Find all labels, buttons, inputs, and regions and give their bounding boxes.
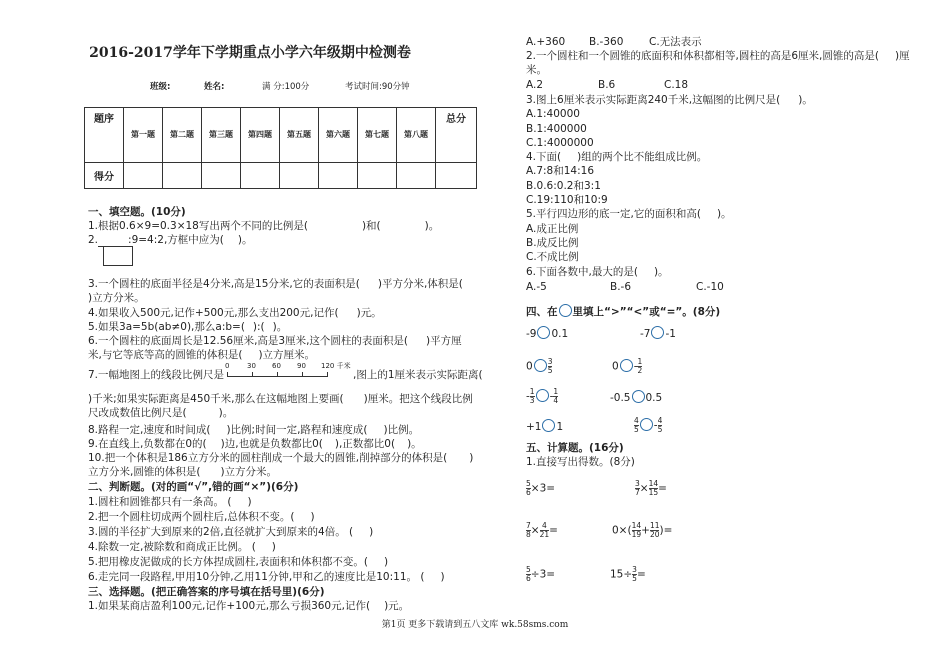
- circle-icon[interactable]: [536, 389, 549, 402]
- q1-4: 4.如果收入500元,记作+500元,那么支出200元,记作( )元。: [88, 307, 382, 319]
- q1-7-c: )千米;如果实际距离是450千米,那么在这幅地图上要画( )厘米。把这个线段比例: [88, 393, 473, 405]
- c3-opt-a: A.1:40000: [526, 108, 580, 120]
- q1-8: 8.路程一定,速度和时间成( )比例;时间一定,路程和速度成( )比例。: [88, 424, 420, 436]
- page-footer: 第1页 更多下载请到五八文库 wk.58sms.com: [381, 620, 569, 630]
- circle-icon[interactable]: [534, 359, 547, 372]
- scale-tick: 120 千米: [321, 362, 351, 370]
- judge-6: 6.走完同一段路程,甲用10分钟,乙用11分钟,甲和乙的速度比是10:11。 ( ): [88, 571, 445, 583]
- circle-icon[interactable]: [651, 326, 664, 339]
- exam-time: 考试时间:90分钟: [345, 82, 410, 92]
- cmp-5: - $\frac{1}{3}$ - $\frac{1}{4}$: [526, 387, 559, 405]
- c4-opt-b: B.0.6:0.2和3:1: [526, 180, 601, 192]
- col-4: 第四题: [248, 130, 272, 139]
- table-corner: 题序: [94, 114, 114, 125]
- circle-icon: [559, 304, 572, 317]
- calc-sub: 1.直接写出得数。(8分): [526, 456, 635, 468]
- cmp-2: -7 -1: [640, 328, 676, 340]
- c3-opt-b: B.1:400000: [526, 123, 587, 135]
- choice-2: 2.一个圆柱和一个圆锥的底面积和体积都相等,圆柱的高是6厘米,圆锥的高是( )厘: [526, 50, 910, 62]
- q1-7-e: 尺改成数值比例尺是( )。: [88, 407, 234, 419]
- c1-opt-b: B.-360: [589, 36, 624, 48]
- name-label: 姓名:: [204, 82, 225, 92]
- full-score: 满 分:100分: [262, 82, 310, 92]
- q1-6-cont: 米,与它等底等高的圆锥的体积是( )立方厘米。: [88, 349, 316, 361]
- scale-tick: 60: [272, 362, 281, 370]
- q1-3-cont: )立方分米。: [88, 292, 145, 304]
- col-8: 第八题: [404, 130, 428, 139]
- section-fill: 一、填空题。(10分): [88, 206, 186, 218]
- choice-1: 1.如果某商店盈利100元,记作+100元,那么亏损360元,记作( )元。: [88, 600, 410, 612]
- c2-opt-a: A.2: [526, 79, 544, 91]
- c3-opt-c: C.1:4000000: [526, 137, 594, 149]
- choice-4: 4.下面( )组的两个比不能组成比例。: [526, 151, 708, 163]
- section-compare: 四、在 里填上“>”“<”或“=”。(8分): [526, 306, 721, 318]
- circle-icon[interactable]: [620, 359, 633, 372]
- section-judge: 二、判断题。(对的画“√”,错的画“×”)(6分): [88, 481, 299, 493]
- q1-5: 5.如果3a=5b(ab≠0),那么a:b=( ):( )。: [88, 321, 288, 333]
- section-choice: 三、选择题。(把正确答案的序号填在括号里)(6分): [88, 586, 325, 598]
- calc-5: $\frac{5}{6}$ ÷3=: [526, 565, 556, 583]
- col-7: 第七题: [365, 130, 389, 139]
- choice-3: 3.图上6厘米表示实际距离240千米,这幅图的比例尺是( )。: [526, 94, 813, 106]
- q1-7: 7.一幅地图上的线段比例尺是: [88, 369, 225, 381]
- calc-6: 15÷ $\frac{3}{5}$ =: [610, 565, 646, 583]
- q1-2: 2. :9=4:2,方框中应为( )。: [88, 234, 253, 246]
- col-total: 总分: [446, 114, 466, 125]
- page-title: 2016-2017学年下学期重点小学六年级期中检测卷: [89, 45, 411, 61]
- c6-opt-a: A.-5: [526, 281, 547, 293]
- scale-tick: 0: [225, 362, 230, 370]
- q1-6: 6.一个圆柱的底面周长是12.56厘米,高是3厘米,这个圆柱的表面积是( )平方厘: [88, 335, 462, 347]
- q1-3: 3.一个圆柱的底面半径是4分米,高是15分米,它的表面积是( )平方分米,体积是(: [88, 278, 463, 290]
- circle-icon[interactable]: [632, 390, 645, 403]
- circle-icon[interactable]: [537, 326, 550, 339]
- c2-opt-b: B.6: [598, 79, 616, 91]
- c1-opt-c: C.无法表示: [649, 36, 702, 48]
- class-label: 班级:: [150, 82, 171, 92]
- cmp-7: +1 1: [526, 421, 564, 433]
- section-calc: 五、计算题。(16分): [526, 442, 624, 454]
- c5-opt-a: A.成正比例: [526, 223, 579, 235]
- scale-bar: [227, 362, 353, 382]
- judge-4: 4.除数一定,被除数和商成正比例。 ( ): [88, 541, 276, 553]
- calc-2: $\frac{3}{7}$ × $\frac{14}{15}$ =: [635, 479, 667, 497]
- calc-4: 0×( $\frac{14}{19}$ + $\frac{11}{20}$ )=: [612, 521, 673, 539]
- scale-tick: 30: [247, 362, 256, 370]
- cmp-8: $\frac{4}{5}$ - $\frac{4}{5}$: [634, 416, 663, 434]
- col-2: 第二题: [170, 130, 194, 139]
- score-table: [84, 107, 477, 189]
- scale-tick: 90: [297, 362, 306, 370]
- col-3: 第三题: [209, 130, 233, 139]
- cmp-1: -9 0.1: [526, 328, 569, 340]
- calc-1: $\frac{5}{6}$ ×3=: [526, 479, 556, 497]
- row-score: 得分: [94, 172, 114, 183]
- c5-opt-c: C.不成比例: [526, 251, 579, 263]
- q1-1: 1.根据0.6×9=0.3×18写出两个不同的比例是( )和( )。: [88, 220, 440, 232]
- circle-icon[interactable]: [542, 419, 555, 432]
- col-6: 第六题: [326, 130, 350, 139]
- answer-box: [103, 246, 133, 266]
- circle-icon[interactable]: [640, 418, 653, 431]
- col-1: 第一题: [131, 130, 155, 139]
- choice-5: 5.平行四边形的底一定,它的面积和高( )。: [526, 208, 732, 220]
- q1-10: 10.把一个体积是186立方分米的圆柱削成一个最大的圆锥,削掉部分的体积是( ): [88, 452, 474, 464]
- cmp-4: 0 - $\frac{1}{2}$: [612, 357, 643, 375]
- q1-7-b: ,图上的1厘米表示实际距离(: [353, 369, 483, 381]
- judge-2: 2.把一个圆柱切成两个圆柱后,总体积不变。( ): [88, 511, 315, 523]
- choice-6: 6.下面各数中,最大的是( )。: [526, 266, 669, 278]
- c4-opt-c: C.19:110和10:9: [526, 194, 608, 206]
- judge-1: 1.圆柱和圆锥都只有一条高。 ( ): [88, 496, 252, 508]
- c2-opt-c: C.18: [664, 79, 689, 91]
- judge-3: 3.圆的半径扩大到原来的2倍,直径就扩大到原来的4倍。 ( ): [88, 526, 374, 538]
- c6-opt-b: B.-6: [610, 281, 632, 293]
- c1-opt-a: A.+360: [526, 36, 566, 48]
- calc-3: $\frac{7}{8}$ × $\frac{4}{21}$ =: [526, 521, 558, 539]
- judge-5: 5.把用橡皮泥做成的长方体捏成圆柱,表面积和体积都不变。( ): [88, 556, 389, 568]
- c5-opt-b: B.成反比例: [526, 237, 579, 249]
- c4-opt-a: A.7:8和14:16: [526, 165, 594, 177]
- q1-10-cont: 立方分米,圆锥的体积是( )立方分米。: [88, 466, 278, 478]
- choice-2-cont: 米。: [526, 64, 547, 76]
- c6-opt-c: C.-10: [696, 281, 724, 293]
- col-5: 第五题: [287, 130, 311, 139]
- cmp-3: 0 $\frac{3}{5}$: [526, 357, 553, 375]
- cmp-6: -0.5 0.5: [610, 392, 663, 404]
- q1-9: 9.在直线上,负数都在0的( )边,也就是负数都比0( ),正数都比0( )。: [88, 438, 422, 450]
